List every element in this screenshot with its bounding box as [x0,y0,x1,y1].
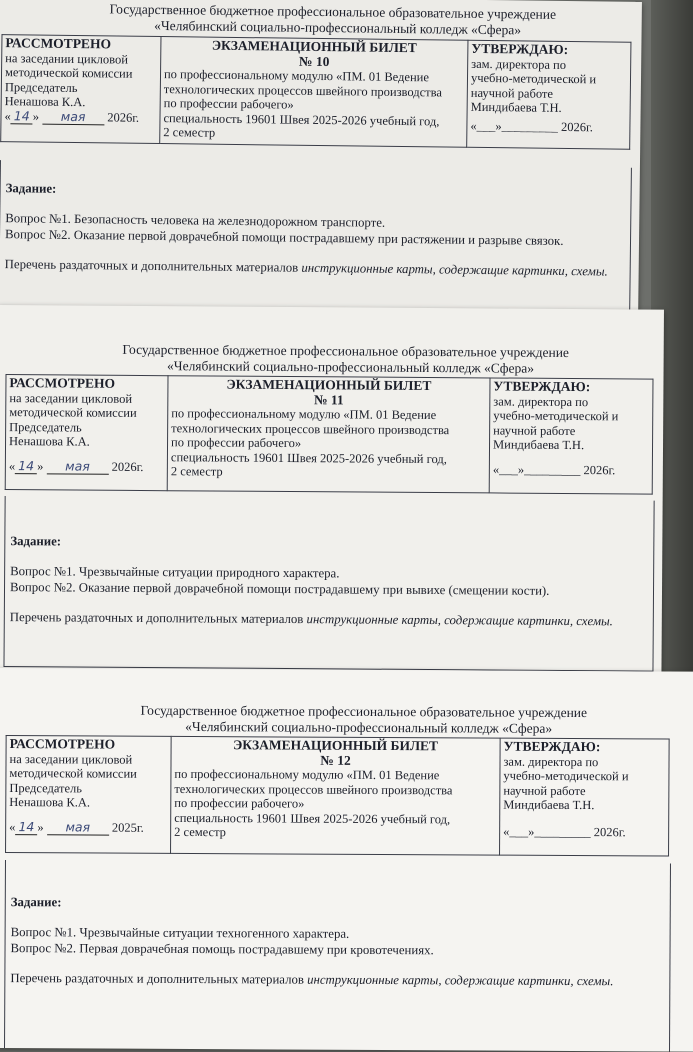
header-line-2: «Челябинский социально-профессиональный колледж «Сфера» [185,718,553,736]
considered-cell [6,736,172,854]
considered-title: РАССМОТРЕНО [9,736,116,752]
considered-date: « 14 » мая 2026г. [8,457,144,474]
semester-line: 2 семестр [174,824,226,840]
header-line-1: Государственное бюджетное профессиональное образовательное учреждение [140,702,588,721]
considered-cell [1,35,161,144]
materials-list: инструкционные карты, содержащие картинки, схемы. [306,612,613,629]
task-title: Задание: [10,895,62,910]
approved-title: УТВЕРЖДАЮ: [493,378,591,395]
ticket-title-cell [167,376,490,493]
header-line-2: «Челябинский социально-профессиональный колледж «Сфера» [154,17,522,38]
deputy-name: Миндибаева Т.Н. [470,99,562,115]
considered-title: РАССМОТРЕНО [9,375,116,391]
date-day: 14 [15,459,37,475]
considered-line-2: методической комиссии [9,766,137,781]
chairman-name: Ненашова К.А. [4,94,86,110]
considered-line-3: Председатель [4,79,78,95]
chairman-name: Ненашова К.А. [9,434,90,449]
considered-cell [5,375,168,491]
approved-line-2: учебно-методической и [503,768,629,784]
approved-title: УТВЕРЖДАЮ: [503,738,601,755]
task-title: Задание: [10,534,62,549]
module-line-1: по профессиональному модулю «ПМ. 01 Ведение [171,406,437,423]
question-1: Вопрос №1. Чрезвычайные ситуации природного характера. [10,564,340,581]
task-section [10,533,651,629]
chairman-name: Ненашова К.А. [9,795,91,810]
approval-table [0,34,631,150]
specialty-line: специальность 19601 Швея 2025-2026 учебный год, [174,810,451,826]
date-month: мая [46,459,108,475]
module-line-1: по профессиональному модулю «ПМ. 01 Ведение [163,67,430,85]
materials-prefix: Перечень раздаточных и дополнительных материалов [9,610,307,627]
materials-prefix: Перечень раздаточных и дополнительных материалов [10,971,308,987]
considered-line-1: на заседании цикловой [9,390,133,406]
date-day: 14 [11,109,33,125]
exam-ticket-10 [0,0,642,320]
considered-date: « 14 » мая 2026г. [4,107,140,125]
institution-header [0,341,664,378]
semester-line: 2 семестр [170,464,223,479]
institution-header [0,0,642,40]
question-2: Вопрос №2. Оказание первой доврачебной помощи пострадавшему при растяжении и разрыве связок. [4,227,564,248]
exam-ticket-11 [0,305,664,675]
task-section [5,180,626,280]
deputy-name: Миндибаева Т.Н. [503,797,595,813]
ticket-number: № 12 [320,752,351,768]
approved-cell [467,40,631,149]
considered-date: « 14 » мая 2025г. [9,818,144,835]
module-line-2: технологических процессов швейного производства [171,420,450,437]
materials-prefix: Перечень раздаточных и дополнительных материалов [4,257,302,275]
materials-list: инструкционные карты, содержащие картинки, схемы. [301,260,608,279]
header-line-1: Государственное бюджетное профессиональное образовательное учреждение [109,1,557,22]
ticket-title-cell [171,736,501,855]
header-line-2: «Челябинский социально-профессиональный колледж «Сфера» [167,358,535,376]
question-1: Вопрос №1. Безопасность человека на железнодорожном транспорте. [5,211,386,230]
approved-line-1: зам. директора по [493,393,589,409]
approved-line-2: учебно-методической и [493,408,619,424]
question-1: Вопрос №1. Чрезвычайные ситуации техногенного характера. [10,925,350,941]
considered-line-1: на заседании цикловой [5,50,129,67]
module-line-2: технологических процессов швейного производства [163,81,443,99]
module-line-3: по профессии рабочего» [170,435,302,451]
considered-line-3: Председатель [9,419,82,435]
approved-date: «___»_________ 2026г. [470,118,593,134]
ticket-title: ЭКЗАМЕНАЦИОННЫЙ БИЛЕТ [211,37,417,56]
module-line-3: по профессии рабочего» [174,795,305,811]
module-line-2: технологических процессов швейного производства [174,781,453,797]
date-day: 14 [15,820,37,836]
approved-line-3: научной работе [503,783,586,798]
approved-line-3: научной работе [493,422,576,438]
specialty-line: специальность 19601 Швея 2025-2026 учебный год, [170,449,447,466]
question-2: Вопрос №2. Оказание первой доврачебной помощи пострадавшему при вывихе (смещении кости). [9,580,550,598]
considered-line-1: на заседании цикловой [9,751,133,767]
semester-line: 2 семестр [163,125,216,140]
date-year: 2025г. [111,820,144,835]
date-month: мая [42,109,104,125]
institution-header [0,702,693,738]
ticket-number: № 10 [298,53,330,69]
approved-title: УТВЕРЖДАЮ: [471,40,569,58]
approved-date: «___»_________ 2026г. [503,824,626,839]
date-month: мая [47,820,109,836]
ticket-title: ЭКЗАМЕНАЦИОННЫЙ БИЛЕТ [226,376,432,394]
considered-line-2: методической комиссии [4,65,133,81]
approval-table [5,735,670,856]
task-title: Задание: [5,181,57,196]
materials-list: инструкционные карты, содержащие картинки, схемы. [307,972,614,989]
deputy-name: Миндибаева Т.Н. [492,437,585,453]
considered-line-3: Председатель [9,780,83,795]
question-2: Вопрос №2. Первая доврачебная помощь пострадавшему при кровотечениях. [10,941,434,958]
approved-date: «___»_________ 2026г. [492,461,616,477]
considered-line-2: методической комиссии [9,405,137,420]
ticket-title-cell [160,37,468,148]
approved-line-1: зам. директора по [471,56,567,72]
approved-line-3: научной работе [470,85,554,101]
date-year: 2026г. [107,109,140,125]
specialty-line: специальность 19601 Швея 2025-2026 учебный год, [163,110,440,128]
exam-ticket-12 [0,668,693,1052]
task-section [10,894,670,989]
date-year: 2026г. [111,459,144,474]
approval-table [5,374,654,495]
approved-cell [500,738,670,856]
ticket-title: ЭКЗАМЕНАЦИОННЫЙ БИЛЕТ [233,737,439,754]
approved-line-1: зам. директора по [503,754,599,769]
ticket-number: № 11 [313,391,344,407]
approved-line-2: учебно-методической и [470,70,597,87]
module-line-3: по профессии рабочего» [163,96,294,112]
approved-cell [489,378,653,494]
considered-title: РАССМОТРЕНО [5,35,112,52]
header-line-1: Государственное бюджетное профессиональное образовательное учреждение [122,341,570,360]
module-line-1: по профессиональному модулю «ПМ. 01 Ведение [174,766,440,783]
